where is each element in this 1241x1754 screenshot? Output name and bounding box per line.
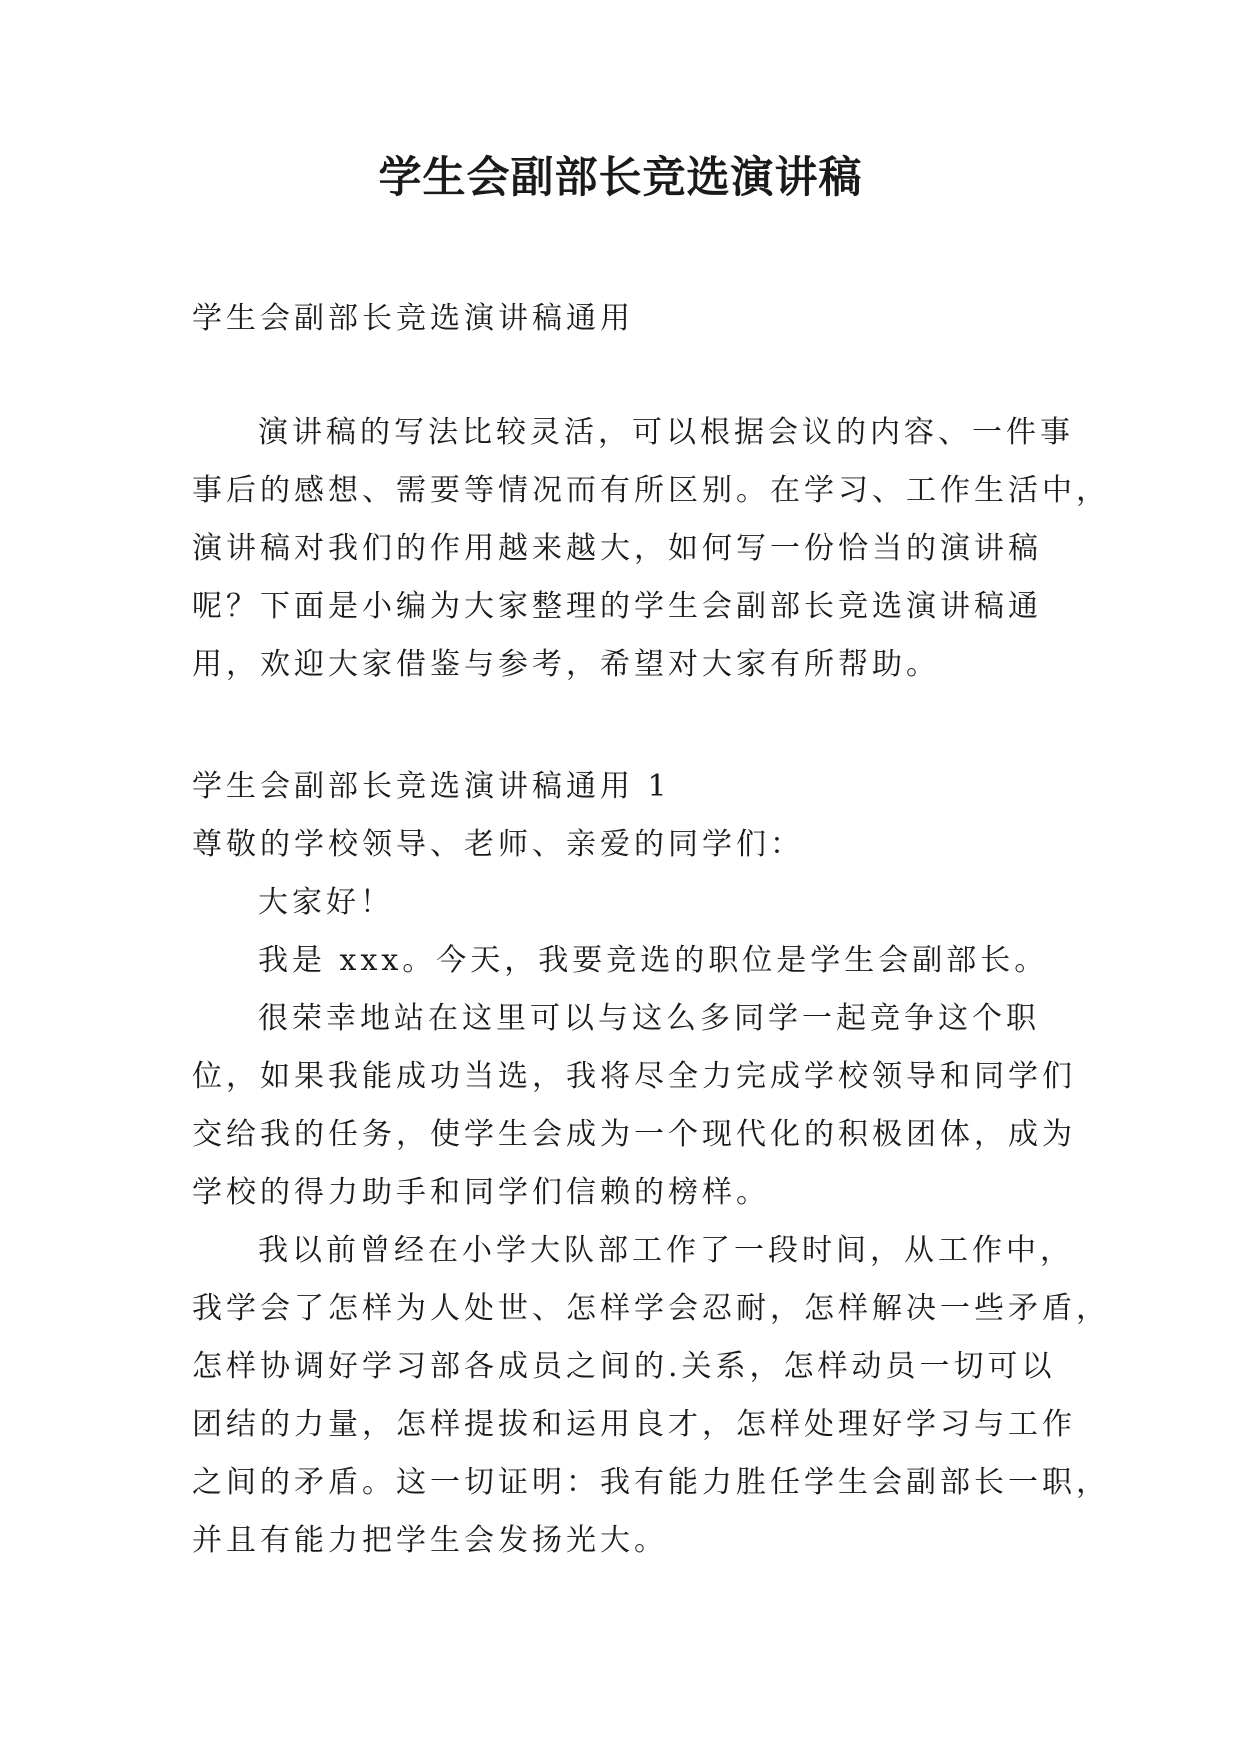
intro-line: 事后的感想、需要等情况而有所区别。在学习、工作生活中， [192, 473, 1110, 508]
speech-line: 学校的得力助手和同学们信赖的榜样。 [192, 1175, 770, 1210]
speech-line: 大家好！ [258, 885, 394, 920]
speech-body [192, 816, 1110, 1570]
speech-line: 很荣幸地站在这里可以与这么多同学一起竞争这个职 [258, 1001, 1040, 1036]
speech-line: 位，如果我能成功当选，我将尽全力完成学校领导和同学们 [192, 1059, 1076, 1094]
speech-line: 我以前曾经在小学大队部工作了一段时间，从工作中， [258, 1233, 1074, 1268]
section-heading: 学生会副部长竞选演讲稿通用 1 [192, 769, 671, 804]
speech-line: 我是 xxx。今天，我要竞选的职位是学生会副部长。 [258, 943, 1049, 978]
intro-paragraph [192, 404, 1110, 694]
speech-line: 我学会了怎样为人处世、怎样学会忍耐，怎样解决一些矛盾， [192, 1291, 1110, 1326]
intro-line: 用，欢迎大家借鉴与参考，希望对大家有所帮助。 [192, 647, 940, 682]
speech-line: 尊敬的学校领导、老师、亲爱的同学们： [192, 827, 804, 862]
speech-line: 并且有能力把学生会发扬光大。 [192, 1523, 668, 1558]
intro-line: 演讲稿的写法比较灵活，可以根据会议的内容、一件事 [258, 415, 1074, 450]
document-subtitle: 学生会副部长竞选演讲稿通用 [192, 301, 634, 336]
speech-line: 之间的矛盾。这一切证明：我有能力胜任学生会副部长一职， [192, 1465, 1110, 1500]
document-title: 学生会副部长竞选演讲稿 [378, 153, 863, 203]
speech-line: 团结的力量，怎样提拔和运用良才，怎样处理好学习与工作 [192, 1407, 1076, 1442]
intro-line: 呢？下面是小编为大家整理的学生会副部长竞选演讲稿通 [192, 589, 1042, 624]
intro-line: 演讲稿对我们的作用越来越大，如何写一份恰当的演讲稿 [192, 531, 1042, 566]
speech-line: 交给我的任务，使学生会成为一个现代化的积极团体，成为 [192, 1117, 1076, 1152]
speech-line: 怎样协调好学习部各成员之间的.关系，怎样动员一切可以 [192, 1349, 1056, 1384]
